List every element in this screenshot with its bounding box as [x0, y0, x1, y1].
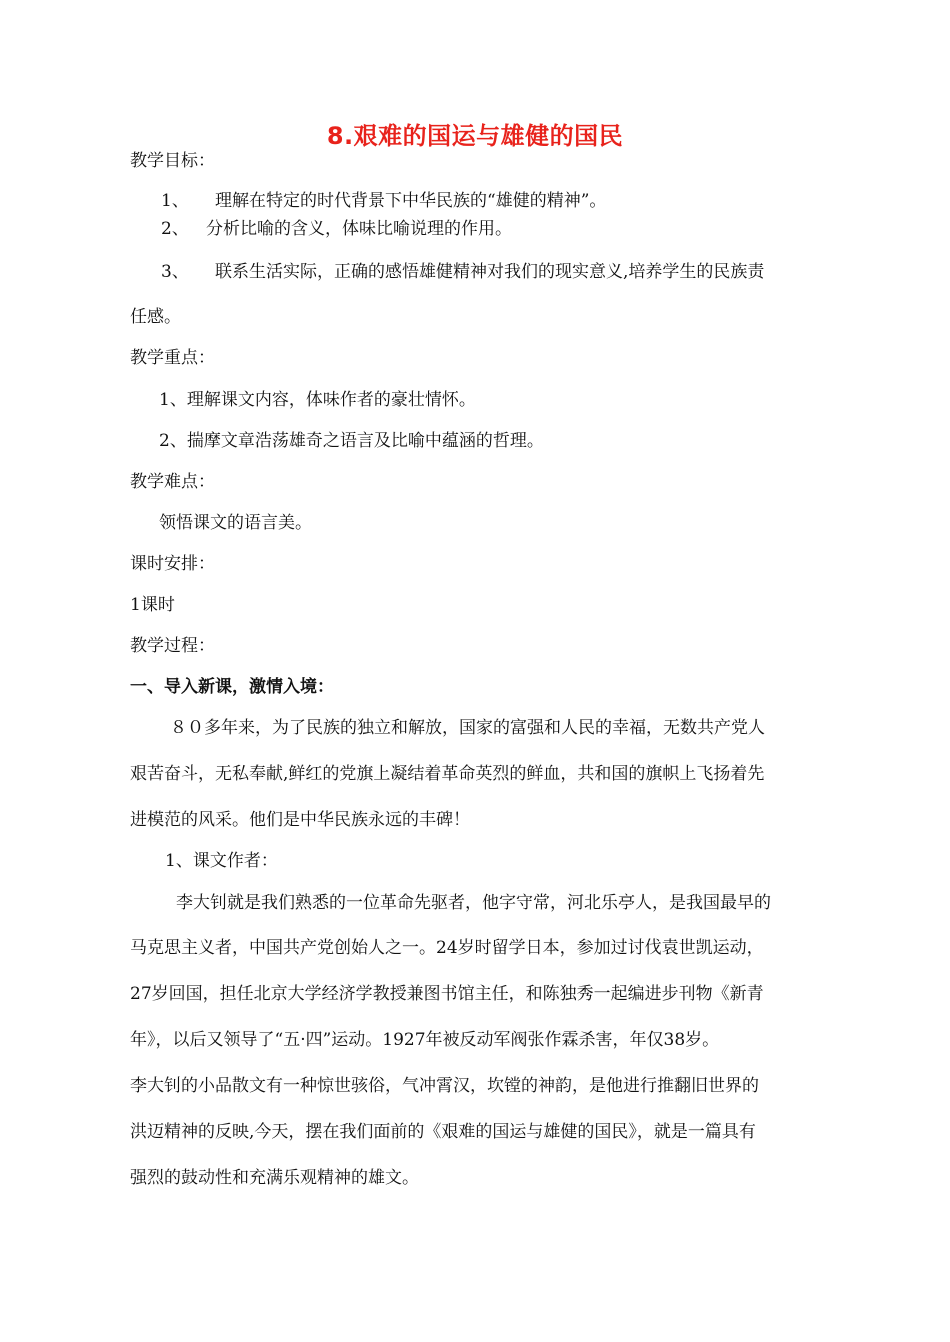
- page-title: 8.艰难的国运与雄健的国民: [326, 122, 624, 150]
- objective-3-continuation: 任感。: [130, 307, 181, 327]
- objective-2-text: 分析比喻的含义，体味比喻说理的作用。: [206, 219, 512, 239]
- objective-3-text: 联系生活实际，正确的感悟雄健精神对我们的现实意义,培养学生的民族责: [215, 262, 765, 282]
- key-point-2: 2、揣摩文章浩荡雄奇之语言及比喻中蕴涵的哲理。: [159, 431, 544, 451]
- objective-1-text: 理解在特定的时代背景下中华民族的“雄健的精神”。: [215, 191, 607, 211]
- author-line-1: 李大钊就是我们熟悉的一位革命先驱者，他字守常，河北乐亭人，是我国最早的: [176, 893, 771, 913]
- intro-line-3: 进模范的风采。他们是中华民族永远的丰碑！: [130, 810, 470, 830]
- schedule-text: 1课时: [130, 595, 175, 615]
- author-line-3: 27岁回国，担任北京大学经济学教授兼图书馆主任，和陈独秀一起编进步刊物《新青: [130, 984, 764, 1004]
- objective-3-number: 3、: [161, 262, 189, 282]
- objectives-heading: 教学目标：: [130, 151, 215, 171]
- author-line-4: 年》，以后又领导了“五·四”运动。1927年被反动军阀张作霖杀害，年仅38岁。: [130, 1030, 720, 1050]
- process-heading: 教学过程：: [130, 636, 215, 656]
- author-line-6: 洪迈精神的反映,今天，摆在我们面前的《艰难的国运与雄健的国民》，就是一篇具有: [130, 1122, 756, 1142]
- difficulty-text: 领悟课文的语言美。: [159, 513, 312, 533]
- author-line-5: 李大钊的小品散文有一种惊世骇俗，气冲霄汉，坎镗的神韵，是他进行推翻旧世界的: [130, 1076, 759, 1096]
- key-points-heading: 教学重点：: [130, 348, 215, 368]
- objective-1-number: 1、: [161, 191, 189, 211]
- objective-3: [161, 261, 764, 283]
- section-one-heading: 一、导入新课，激情入境：: [130, 677, 334, 697]
- objective-2-number: 2、: [161, 219, 189, 239]
- intro-line-1: ８０多年来，为了民族的独立和解放，国家的富强和人民的幸福，无数共产党人: [170, 718, 765, 738]
- author-line-2: 马克思主义者，中国共产党创始人之一。24岁时留学日本，参加过讨伐袁世凯运动，: [130, 938, 764, 958]
- objective-1: [161, 190, 606, 212]
- difficulty-heading: 教学难点：: [130, 472, 215, 492]
- schedule-heading: 课时安排：: [130, 554, 215, 574]
- objective-2: [161, 218, 512, 240]
- intro-line-2: 艰苦奋斗，无私奉献,鲜红的党旗上凝结着革命英烈的鲜血，共和国的旗帜上飞扬着先: [130, 764, 765, 784]
- author-heading: 1、课文作者：: [165, 851, 278, 871]
- key-point-1: 1、理解课文内容，体味作者的豪壮情怀。: [159, 390, 476, 410]
- author-line-7: 强烈的鼓动性和充满乐观精神的雄文。: [130, 1168, 419, 1188]
